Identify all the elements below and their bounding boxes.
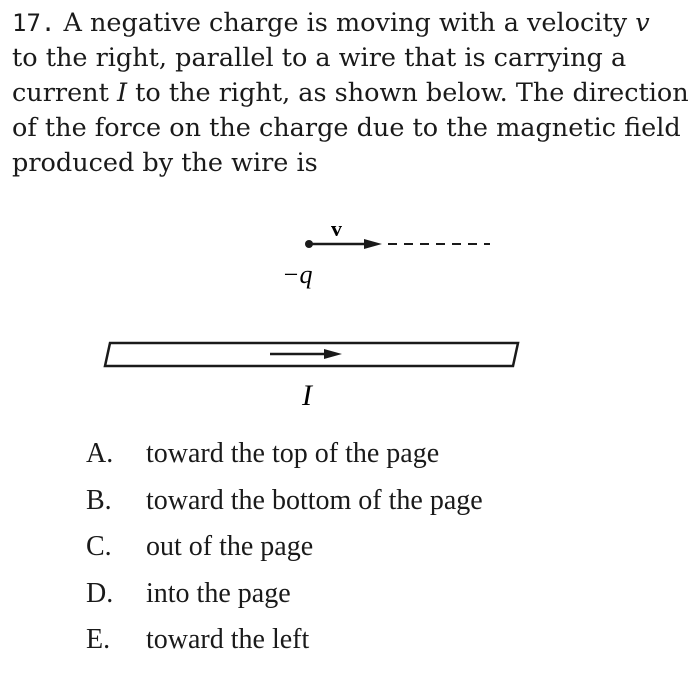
physics-diagram — [0, 200, 700, 420]
choice-b[interactable] — [86, 485, 483, 532]
choice-e-letter: E. — [86, 624, 111, 655]
question-text — [12, 6, 692, 181]
current-variable: I — [116, 78, 128, 108]
question-number: 17. — [12, 9, 56, 37]
question-line-4: of the force on the charge due to the magnetic field — [12, 113, 681, 143]
charge-label: −q — [282, 260, 313, 289]
choice-a-letter: A. — [86, 438, 114, 469]
current-arrowhead — [324, 349, 342, 359]
choice-d[interactable] — [86, 578, 483, 625]
velocity-label: v — [331, 216, 342, 241]
choice-a-text: toward the top of the page — [146, 438, 440, 469]
velocity-arrowhead — [364, 239, 382, 249]
question-line-3-post: to the right, as shown below. The direction — [135, 78, 689, 108]
choice-e[interactable] — [86, 624, 483, 671]
question-line-5: produced by the wire is — [12, 148, 318, 178]
current-label: I — [302, 379, 312, 412]
question-line-2: to the right, parallel to a wire that is carrying a — [12, 43, 627, 73]
question-line-3 — [12, 76, 692, 111]
question-line-1-text: A negative charge is moving with a velocity — [63, 8, 628, 38]
choice-c-text: out of the page — [146, 531, 314, 562]
choice-b-letter: B. — [86, 484, 112, 516]
choice-a[interactable] — [86, 438, 483, 485]
question-line-3-pre: current — [12, 78, 109, 108]
answer-choices — [86, 438, 483, 671]
choice-e-text: toward the left — [146, 624, 310, 655]
velocity-variable: v — [635, 8, 650, 38]
choice-d-text: into the page — [146, 577, 291, 609]
choice-b-text: toward the bottom of the page — [146, 484, 483, 516]
choice-d-letter: D. — [86, 577, 114, 609]
question-line-1 — [12, 6, 692, 41]
choice-c[interactable] — [86, 531, 483, 578]
choice-c-letter: C. — [86, 531, 112, 562]
